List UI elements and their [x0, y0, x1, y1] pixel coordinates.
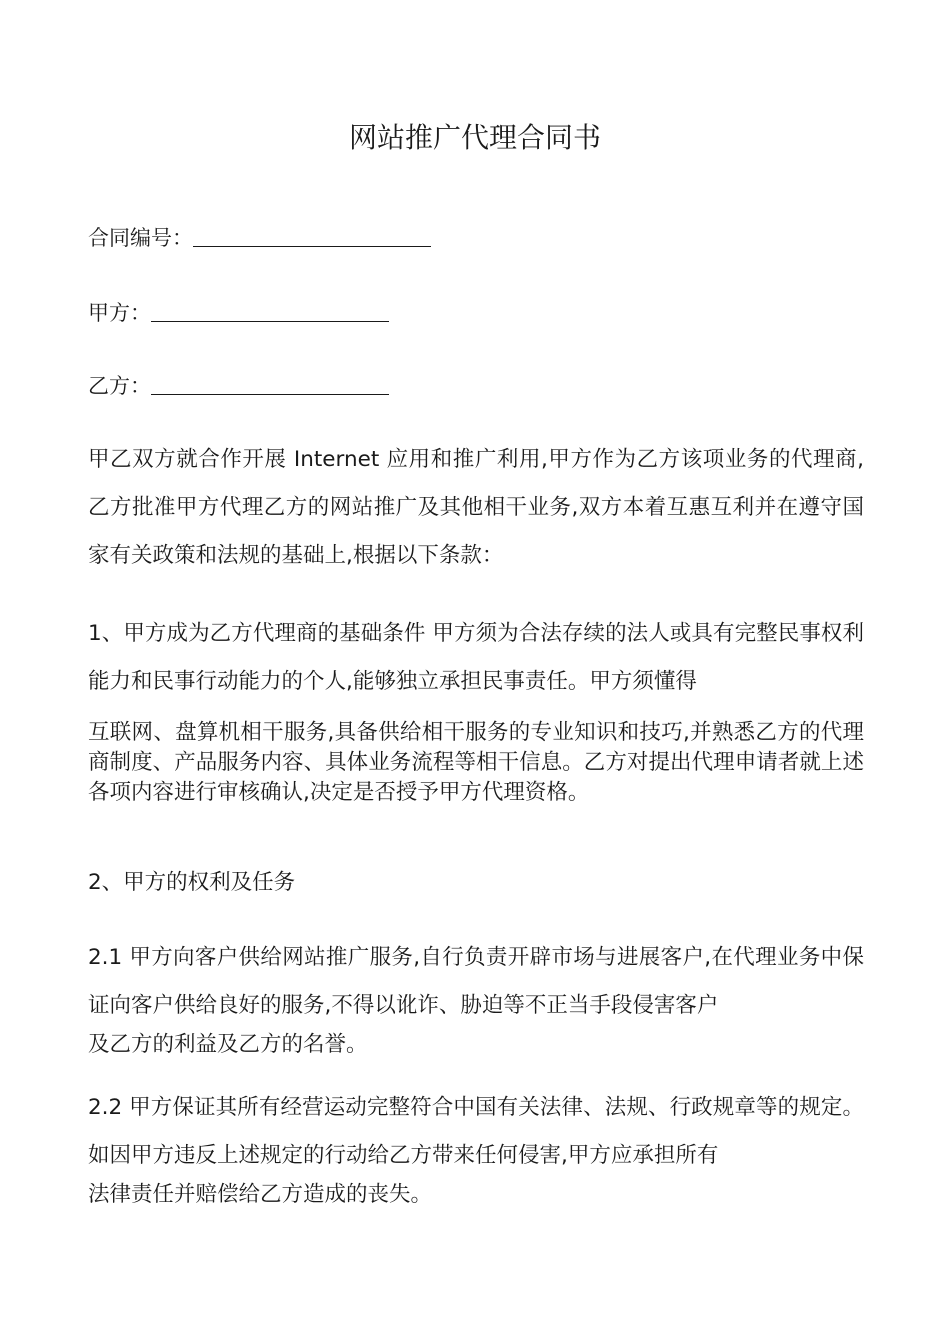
- clause-2-1-part-2: 及乙方的利益及乙方的名誉。: [88, 1032, 368, 1057]
- clause-2-1-part-1: 2.1 甲方向客户供给网站推广服务,自行负责开辟市场与进展客户,在代理业务中保证向客户供给良好的服务,不得以讹诈、胁迫等不正当手段侵害客户: [88, 945, 864, 1018]
- clause-2-2-part-1: 2.2 甲方保证其所有经营运动完整符合中国有关法律、法规、行政规章等的规定。如因甲方违反上述规定的行动给乙方带来任何侵害,甲方应承担所有: [88, 1095, 864, 1168]
- party-a-label: 甲方：: [88, 301, 151, 325]
- clause-2-heading: 2、甲方的权利及任务: [88, 870, 296, 895]
- contract-number-blank: [193, 224, 431, 247]
- clause-2-2-part-2: 法律责任并赔偿给乙方造成的丧失。: [88, 1182, 433, 1207]
- party-b-field: [88, 370, 389, 401]
- clause-1-part-2: 互联网、盘算机相干服务,具备供给相干服务的专业知识和技巧,并熟悉乙方的代理商制度、产品服务内容、具体业务流程等相干信息。乙方对提出代理申请者就上述各项内容进行审核确认,决定是否授予甲方代理资格。: [88, 720, 864, 805]
- intro-paragraph: 甲乙双方就合作开展 Internet 应用和推广利用,甲方作为乙方该项业务的代理商,乙方批准甲方代理乙方的网站推广及其他相干业务,双方本着互惠互利并在遵守国家有关政策和法规的基础上,根据以下条款：: [88, 447, 864, 568]
- document-title: 网站推广代理合同书: [348, 121, 601, 154]
- party-b-label: 乙方：: [88, 374, 151, 398]
- contract-number-field: [88, 222, 431, 253]
- party-b-blank: [151, 372, 389, 395]
- clause-1-part-1: 1、甲方成为乙方代理商的基础条件 甲方须为合法存续的法人或具有完整民事权利能力和民事行动能力的个人,能够独立承担民事责任。甲方须懂得: [88, 621, 864, 694]
- contract-number-label: 合同编号：: [88, 226, 193, 250]
- party-a-field: [88, 297, 389, 328]
- party-a-blank: [151, 299, 389, 322]
